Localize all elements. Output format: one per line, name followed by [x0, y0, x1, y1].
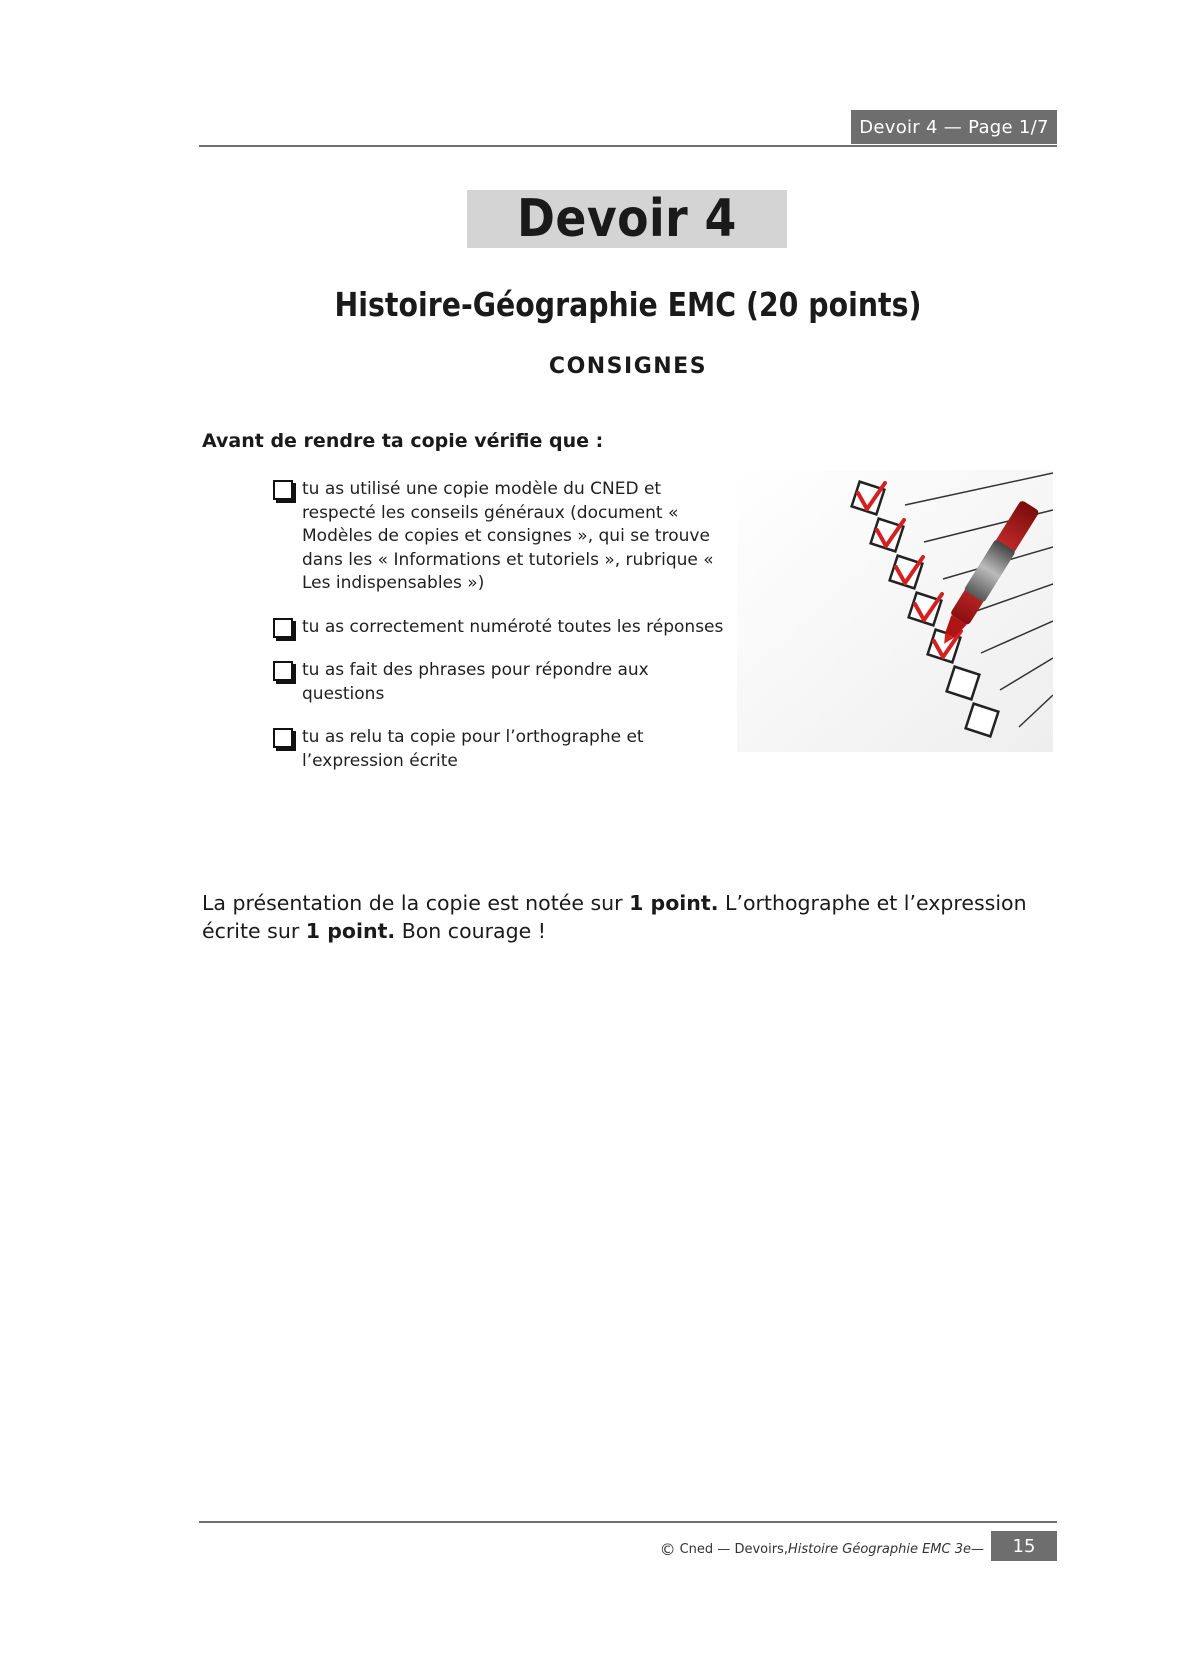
checklist-intro: Avant de rendre ta copie vérifie que :	[202, 430, 604, 452]
checklist-item-text: tu as fait des phrases pour répondre aux questions	[302, 660, 649, 704]
checkbox-icon	[273, 728, 293, 748]
checklist-item	[273, 726, 733, 773]
copyright-icon: ©	[659, 1540, 676, 1559]
checklist-red-marker-icon	[737, 470, 1053, 752]
footer-divider	[199, 1521, 1057, 1523]
page-header-badge: Devoir 4 — Page 1/7	[851, 110, 1057, 144]
footer-dash: —	[971, 1542, 984, 1557]
page-title: Devoir 4	[517, 189, 737, 249]
page-number: 15	[991, 1531, 1057, 1561]
note-text: L’orthographe et l’expression écrite sur	[202, 890, 1027, 943]
footer-credits	[660, 1540, 984, 1559]
note-text: La présentation de la copie est notée sur	[202, 890, 630, 915]
checklist-item	[273, 616, 733, 640]
footer-course: Histoire Géographie EMC 3e	[787, 1542, 971, 1557]
checklist-item-text: tu as correctement numéroté toutes les réponses	[302, 616, 724, 637]
note-points: 1 point.	[629, 890, 719, 915]
page-subtitle: Histoire-Géographie EMC (20 points)	[334, 285, 922, 324]
note-text: Bon courage !	[395, 918, 546, 943]
checkbox-icon	[273, 618, 293, 638]
checklist-item-text: tu as utilisé une copie modèle du CNED et respecté les conseils généraux (document « Modèles de copies et consignes », qui se trouve dans les « Informations et tutoriels », rubrique « Les indispensables »)	[302, 479, 714, 593]
checklist-item	[273, 659, 733, 706]
title-box	[467, 190, 787, 248]
checkbox-icon	[273, 661, 293, 681]
note-points: 1 point.	[305, 918, 396, 943]
checklist-item-text: tu as relu ta copie pour l’orthographe et l’expression écrite	[302, 727, 644, 771]
header-divider	[199, 145, 1057, 147]
checkbox-icon	[273, 480, 293, 500]
grading-note	[202, 889, 1060, 945]
footer-source: Cned — Devoirs,	[679, 1542, 788, 1557]
section-heading: CONSIGNES	[548, 354, 708, 379]
checklist	[273, 478, 733, 793]
checklist-item	[273, 478, 733, 596]
